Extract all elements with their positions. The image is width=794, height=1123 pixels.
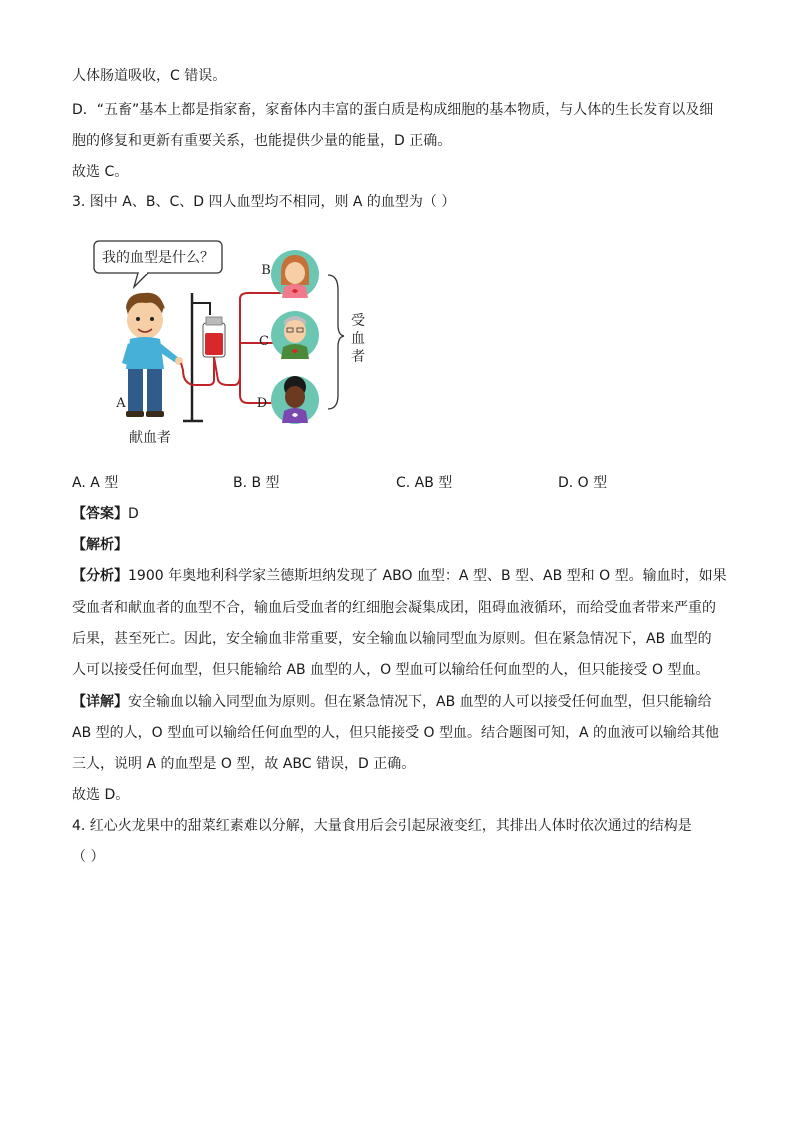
answer-line — [72, 504, 139, 524]
text-line: D．“五畜”基本上都是指家畜，家畜体内丰富的蛋白质是构成细胞的基本物质，与人体的生长发育以及细 — [72, 102, 714, 118]
recipient-caption: 者 — [351, 349, 365, 365]
option-a: A. A 型 — [72, 475, 119, 491]
analysis-line: 受血者和献血者的血型不合，输血后受血者的红细胞会凝集成团，阻碍血液循环，而给受血者带来严重的 — [72, 600, 716, 616]
recipient-caption: 血 — [351, 331, 365, 347]
question-4: 4. 红心火龙果中的甜菜红素难以分解，大量食用后会引起尿液变红，其排出人体时依次通过的结构是 — [72, 818, 692, 834]
option-d: D. O 型 — [558, 475, 608, 491]
text-line: 故选 C。 — [72, 164, 129, 180]
analysis-line — [72, 566, 727, 586]
recipient-caption: 受 — [351, 313, 365, 329]
recipient-letter: D — [256, 396, 268, 411]
detail-line: AB 型的人，O 型血可以输给任何血型的人，但只能接受 O 型血。结合题图可知，A 的血液可以输给其他 — [72, 725, 720, 741]
detail-text: 安全输血以输入同型血为原则。但在紧急情况下，AB 血型的人可以接受任何血型，但只能输给 — [128, 694, 712, 710]
donor-caption: 献血者 — [129, 430, 171, 446]
analysis-line: 人可以接受任何血型，但只能输给 AB 血型的人，O 型血可以输给任何血型的人，但只能接受 O 型血。 — [72, 662, 710, 678]
speech-text: 我的血型是什么？ — [102, 250, 214, 266]
recipient-letter: C — [259, 334, 269, 349]
donor-boy — [122, 293, 183, 417]
option-c: C. AB 型 — [396, 475, 453, 491]
blood-bag — [203, 317, 225, 357]
analysis-line: 后果，甚至死亡。因此，安全输血非常重要，安全输血以输同型血为原则。但在紧急情况下，AB 血型的 — [72, 631, 712, 647]
option-b: B. B 型 — [233, 475, 280, 491]
recipient-d — [271, 376, 319, 424]
text-line: 胞的修复和更新有重要关系，也能提供少量的能量，D 正确。 — [72, 133, 452, 149]
answer-value: D — [128, 506, 139, 522]
recipient-c — [271, 311, 319, 359]
speech-bubble — [94, 241, 222, 287]
detail-line — [72, 692, 712, 712]
question-4-bracket: （ ） — [72, 849, 105, 865]
recipient-bracket — [328, 275, 344, 409]
analysis-label: 【分析】 — [72, 568, 128, 584]
text-line: 人体肠道吸收，C 错误。 — [72, 68, 227, 84]
recipient-b — [271, 250, 319, 298]
analysis-title: 【解析】 — [72, 537, 128, 553]
conclusion-line: 故选 D。 — [72, 787, 130, 803]
detail-label: 【详解】 — [72, 694, 128, 710]
detail-line: 三人，说明 A 的血型是 O 型，故 ABC 错误，D 正确。 — [72, 756, 416, 772]
recipient-letter: B — [261, 263, 271, 278]
answer-label: 【答案】 — [72, 506, 128, 522]
donor-letter: A — [116, 396, 126, 411]
question-3: 3. 图中 A、B、C、D 四人血型均不相同，则 A 的血型为（ ） — [72, 194, 456, 210]
blood-transfusion-figure — [88, 235, 378, 450]
analysis-text: 1900 年奥地利科学家兰德斯坦纳发现了 ABO 血型：A 型、B 型、AB 型和 O 型。输血时，如果 — [128, 568, 727, 584]
